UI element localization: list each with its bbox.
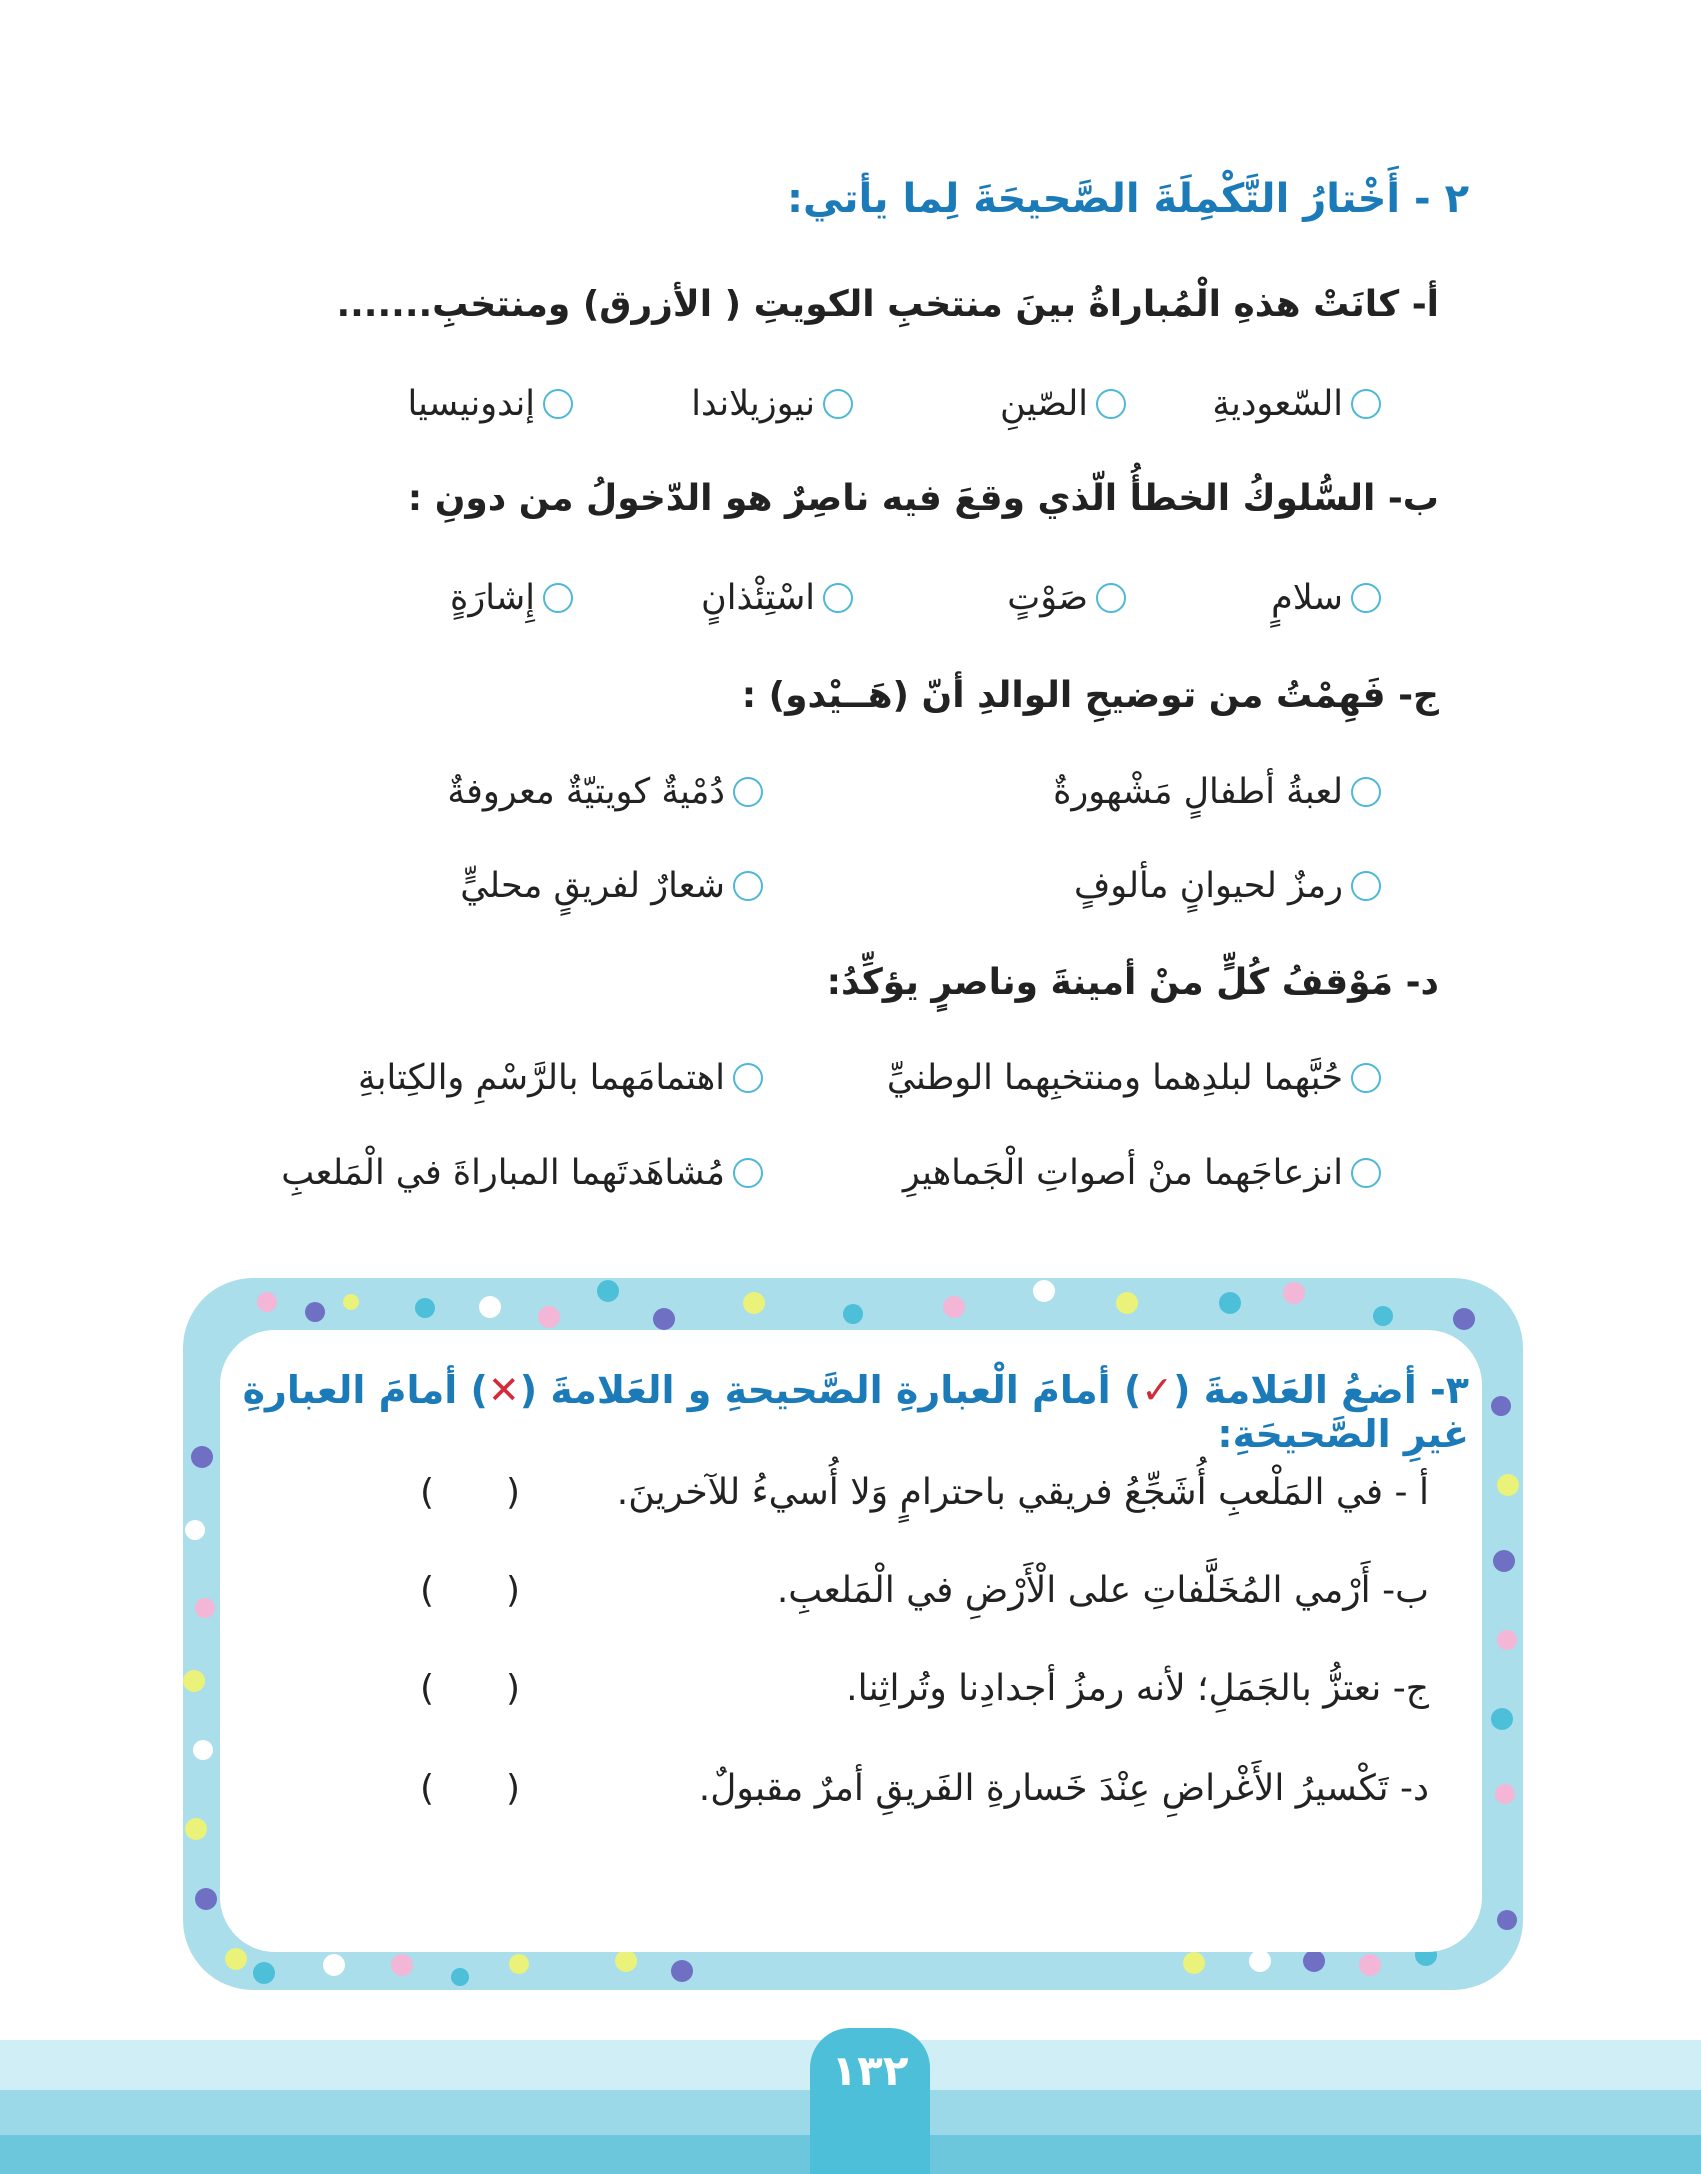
- decor-dot: [1491, 1396, 1511, 1416]
- option-c-4[interactable]: [460, 866, 763, 906]
- decor-dot: [479, 1296, 501, 1318]
- option-label: إندونيسيا: [407, 384, 535, 424]
- radio-button[interactable]: [1096, 389, 1126, 419]
- option-a-4[interactable]: [408, 384, 574, 424]
- paren-open: (: [505, 1668, 520, 1709]
- radio-button[interactable]: [733, 1063, 763, 1093]
- decor-dot: [257, 1292, 277, 1312]
- decor-dot: [1219, 1292, 1241, 1314]
- decor-dot: [391, 1954, 413, 1976]
- question-a-text: أ- كانَتْ هذهِ الْمُباراةُ بينَ منتخبِ الكويتِ ( الأزرق) ومنتخبِ.......: [336, 284, 1439, 325]
- decor-dot: [1116, 1292, 1138, 1314]
- decor-dot: [193, 1740, 213, 1760]
- radio-button[interactable]: [1351, 1158, 1381, 1188]
- answer-box-d[interactable]: [420, 1768, 520, 1809]
- radio-button[interactable]: [1351, 1063, 1381, 1093]
- decor-dot: [1359, 1954, 1381, 1976]
- radio-button[interactable]: [1096, 583, 1126, 613]
- question-c-text: ج- فَهِمْتُ من توضيحِ الوالدِ أنّ (هَــيْدو) :: [741, 675, 1439, 716]
- decor-dot: [343, 1294, 359, 1310]
- decor-dot: [843, 1304, 863, 1324]
- radio-button[interactable]: [733, 777, 763, 807]
- decor-dot: [253, 1962, 275, 1984]
- option-c-1[interactable]: [1053, 772, 1381, 812]
- section3-title-end: ) أمامَ العبارةِ غيرِ الصَّحيحَةِ:: [242, 1368, 1469, 1456]
- decor-dot: [183, 1670, 205, 1692]
- option-label: السّعوديةِ: [1212, 384, 1343, 424]
- paren-close: ): [420, 1668, 435, 1709]
- decor-dot: [1303, 1950, 1325, 1972]
- option-b-3[interactable]: [701, 578, 853, 618]
- question-d-text: د- مَوْقفُ كُلٍّ منْ أمينةَ وناصرٍ يؤكِّدُ:: [826, 962, 1439, 1003]
- option-label: اهتمامَهما بالرَّسْمِ والكِتابةِ: [357, 1058, 725, 1098]
- decor-dot: [1183, 1952, 1205, 1974]
- option-label: حُبَّهما لبلدِهما ومنتخبِهما الوطنيِّ: [886, 1058, 1343, 1098]
- radio-button[interactable]: [823, 583, 853, 613]
- decor-dot: [195, 1598, 215, 1618]
- decor-dot: [1283, 1282, 1305, 1304]
- option-label: لعبةُ أطفالٍ مَشْهورةٌ: [1053, 772, 1343, 812]
- option-b-2[interactable]: [1007, 578, 1126, 618]
- decor-dot: [597, 1280, 619, 1302]
- option-a-2[interactable]: [1000, 384, 1126, 424]
- option-label: رمزٌ لحيوانٍ مألوفٍ: [1074, 866, 1343, 906]
- option-label: سلامٍ: [1271, 578, 1343, 618]
- decor-dot: [1497, 1474, 1519, 1496]
- decor-dot: [185, 1520, 205, 1540]
- option-label: شعارٌ لفريقٍ محليٍّ: [460, 866, 725, 906]
- statement-a: أ - في المَلْعبِ أُشَجِّعُ فريقي باحترامٍ وَلا أُسيءُ للآخرينَ.: [616, 1472, 1429, 1513]
- paren-open: (: [505, 1768, 520, 1809]
- decor-dot: [1495, 1784, 1515, 1804]
- radio-button[interactable]: [543, 583, 573, 613]
- option-d-4[interactable]: [281, 1153, 763, 1193]
- option-c-2[interactable]: [447, 772, 763, 812]
- page-number: ١٣٢: [831, 2046, 909, 2095]
- option-label: إِشارَةٍ: [450, 578, 535, 618]
- decor-dot: [1497, 1910, 1517, 1930]
- option-label: الصّينِ: [1000, 384, 1088, 424]
- decor-dot: [1453, 1308, 1475, 1330]
- paren-close: ): [420, 1472, 435, 1513]
- section3-title-mid: ) أمامَ الْعبارةِ الصَّحيحةِ و العَلامةَ (: [519, 1368, 1142, 1412]
- decor-dot: [451, 1968, 469, 1986]
- radio-button[interactable]: [543, 389, 573, 419]
- answer-box-c[interactable]: [420, 1668, 520, 1709]
- option-b-4[interactable]: [450, 578, 573, 618]
- answer-box-a[interactable]: [420, 1472, 520, 1513]
- decor-dot: [1493, 1550, 1515, 1572]
- statement-b: ب- أَرْمي المُخَلَّفاتِ على الْأَرْضِ في الْمَلعبِ.: [776, 1570, 1429, 1611]
- decor-dot: [1033, 1280, 1055, 1302]
- decor-dot: [1497, 1630, 1517, 1650]
- check-mark-icon: ✓: [1141, 1368, 1174, 1412]
- decor-dot: [671, 1960, 693, 1982]
- statement-c: ج- نعتزُّ بالجَمَلِ؛ لأنه رمزُ أجدادِنا وتُراثِنا.: [846, 1668, 1429, 1709]
- radio-button[interactable]: [733, 871, 763, 901]
- x-mark-icon: ✕: [487, 1368, 520, 1412]
- question-b-text: ب- السُّلوكُ الخطأُ الّذي وقعَ فيه ناصِرٌ هو الدّخولُ من دونِ :: [407, 478, 1439, 519]
- statement-d: د- تَكْسيرُ الأَغْراضِ عِنْدَ خَسارةِ الفَريقِ أمرٌ مقبولٌ.: [698, 1768, 1429, 1809]
- decor-dot: [653, 1308, 675, 1330]
- option-label: مُشاهَدتَهما المباراةَ في الْمَلعبِ: [281, 1153, 725, 1193]
- decor-dot: [323, 1954, 345, 1976]
- decor-dot: [743, 1292, 765, 1314]
- option-label: اسْتِئْذانٍ: [701, 578, 815, 618]
- option-d-3[interactable]: [903, 1153, 1381, 1193]
- decor-dot: [1373, 1306, 1393, 1326]
- section2-title: ٢ - أَخْتارُ التَّكْمِلَةَ الصَّحيحَةَ لِما يأتي:: [787, 176, 1469, 222]
- radio-button[interactable]: [1351, 777, 1381, 807]
- option-label: دُمْيةٌ كويتيّةٌ معروفةٌ: [447, 772, 725, 812]
- decor-dot: [538, 1306, 560, 1328]
- paren-open: (: [505, 1570, 520, 1611]
- option-b-1[interactable]: [1271, 578, 1381, 618]
- paren-close: ): [420, 1570, 435, 1611]
- radio-button[interactable]: [733, 1158, 763, 1188]
- radio-button[interactable]: [1351, 871, 1381, 901]
- decor-dot: [943, 1296, 965, 1318]
- decor-dot: [1491, 1708, 1513, 1730]
- radio-button[interactable]: [1351, 389, 1381, 419]
- option-label: نيوزيلاندا: [691, 384, 815, 424]
- option-label: انزعاجَهما منْ أصواتِ الْجَماهيرِ: [902, 1153, 1343, 1193]
- option-label: صَوْتٍ: [1007, 578, 1088, 618]
- option-a-1[interactable]: [1212, 384, 1381, 424]
- decor-dot: [415, 1298, 435, 1318]
- decor-dot: [305, 1302, 325, 1322]
- decor-dot: [225, 1948, 247, 1970]
- option-d-1[interactable]: [887, 1058, 1381, 1098]
- decor-dot: [615, 1950, 637, 1972]
- decor-dot: [1249, 1950, 1271, 1972]
- decor-dot: [509, 1954, 529, 1974]
- radio-button[interactable]: [1351, 583, 1381, 613]
- decor-dot: [185, 1818, 207, 1840]
- section3-title: [169, 1368, 1469, 1456]
- paren-open: (: [505, 1472, 520, 1513]
- decor-dot: [195, 1888, 217, 1910]
- paren-close: ): [420, 1768, 435, 1809]
- option-d-2[interactable]: [358, 1058, 763, 1098]
- option-c-3[interactable]: [1074, 866, 1381, 906]
- option-a-3[interactable]: [691, 384, 853, 424]
- answer-box-b[interactable]: [420, 1570, 520, 1611]
- section3-title-start: ٣- أضعُ العَلامةَ (: [1173, 1368, 1469, 1412]
- radio-button[interactable]: [823, 389, 853, 419]
